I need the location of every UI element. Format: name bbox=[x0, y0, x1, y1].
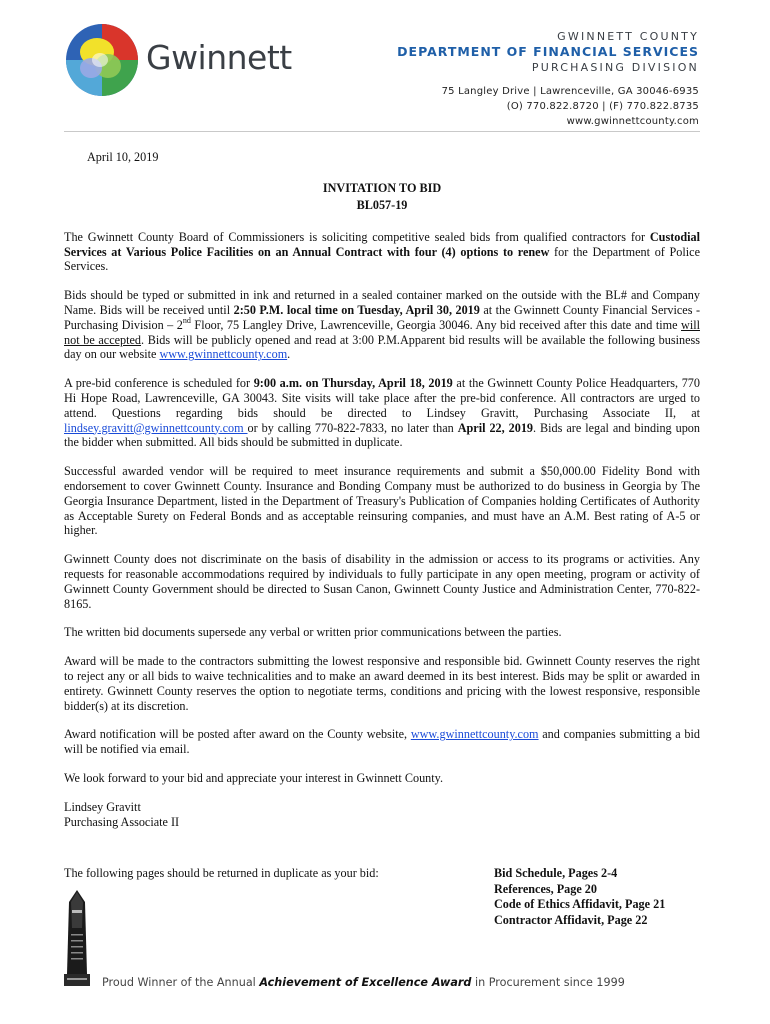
paragraph-closing: We look forward to your bid and appreciate your interest in Gwinnett County. bbox=[64, 770, 443, 785]
department-name: DEPARTMENT OF FINANCIAL SERVICES bbox=[397, 44, 699, 59]
phone-line: (O) 770.822.8720 | (F) 770.822.8735 bbox=[506, 101, 699, 112]
header-divider bbox=[64, 131, 700, 132]
paragraph-solicitation: The Gwinnett County Board of Commissioners is soliciting competitive sealed bids from qualified contractors for Custodial Services at Various Police Facilities on an Annual Contract with four (4) options to renew for the Department of Police Services. bbox=[64, 229, 700, 274]
return-item: Code of Ethics Affidavit, Page 21 bbox=[494, 897, 666, 911]
signature-block bbox=[64, 800, 700, 830]
return-item: Contractor Affidavit, Page 22 bbox=[494, 912, 648, 927]
paragraph-notification: Award notification will be posted after award on the County website, www.gwinnettcounty.com and companies submitting a bid will be notified via email. bbox=[64, 727, 700, 757]
division-name: PURCHASING DIVISION bbox=[531, 61, 699, 74]
paragraph-supersede: The written bid documents supersede any verbal or written prior communications between the parties. bbox=[64, 625, 562, 640]
award-trophy-icon bbox=[58, 888, 96, 994]
signer-name: Lindsey Gravitt bbox=[64, 799, 141, 814]
award-footer: Proud Winner of the Annual Achievement of Excellence Award in Procurement since 1999 bbox=[102, 976, 625, 989]
department-header bbox=[397, 30, 699, 129]
return-list bbox=[494, 866, 665, 928]
paragraph-submission: Bids should be typed or submitted in ink and returned in a sealed container marked on the outside with the BL# and Company Name. Bids will be received until 2:50 P.M. local time on Tuesday, April 30, 2019 at the Gwinnett County Financial Services - Purchasing Division – 2nd Floor, 75 Langley Drive, Lawrenceville, Georgia 30046. Any bid received after this date and time will not be accepted. Bids will be publicly opened and read at 3:00 P.M.Apparent bid results will be available the following business day on our website www.gwinnettcounty.com. bbox=[64, 288, 701, 362]
gwinnett-wordmark: Gwinnett bbox=[146, 38, 292, 77]
letter-title: INVITATION TO BID bbox=[322, 180, 442, 195]
paragraph-award: Award will be made to the contractors submitting the lowest responsive and responsible bid. Gwinnett County reserves the right to reject any or all bids to waive technicalities and to make an award deemed in its best interest. Bids may be split or awarded in entirety. Gwinnett County reserves the option to negotiate terms, conditions and pricing with the lowest responsive, responsible bidder(s) at its discretion. bbox=[64, 654, 700, 713]
return-intro: The following pages should be returned in duplicate as your bid: bbox=[64, 866, 379, 880]
website-link-2[interactable]: www.gwinnettcounty.com bbox=[410, 727, 539, 742]
paragraph-insurance: Successful awarded vendor will be required to meet insurance requirements and submit a $50,000.00 Fidelity Bond with endorsement to cover Gwinnett County. Insurance and Bonding Company must be authorized to do business in Georgia by The Georgia Insurance Department, listed in the Department of Treasury's Publication of Companies holding Certificates of Authority as Acceptable Surety on Federal Bonds and as acceptable reinsuring companies, and must have an A.M. Best rating of A-5 or higher. bbox=[64, 464, 700, 538]
county-name: GWINNETT COUNTY bbox=[557, 30, 699, 43]
letter-title-block bbox=[64, 180, 700, 214]
bid-number: BL057-19 bbox=[356, 197, 408, 212]
gwinnett-logo-icon bbox=[64, 22, 144, 100]
letter-date: April 10, 2019 bbox=[87, 150, 159, 164]
website-link[interactable]: www.gwinnettcounty.com bbox=[159, 347, 288, 362]
return-item: References, Page 20 bbox=[494, 881, 597, 896]
address-line: 75 Langley Drive | Lawrenceville, GA 30046-6935 bbox=[441, 86, 699, 97]
paragraph-accessibility: Gwinnett County does not discriminate on the basis of disability in the admission or access to its programs or activities. Any requests for reasonable accommodations required by individuals to fully participate in any open meeting, program or activity of Gwinnett County Government should be directed to Susan Canon, Gwinnett County Justice and Administration Center, 770-822-8165. bbox=[64, 552, 700, 611]
paragraph-prebid: A pre-bid conference is scheduled for 9:00 a.m. on Thursday, April 18, 2019 at the Gwinnett County Police Headquarters, 770 Hi Hope Road, Lawrenceville, GA 30043. Site visits will take place after the pre-bid conference. All contractors are urged to attend. Questions regarding bids should be directed to Lindsey Gravitt, Purchasing Associate II, at lindsey.gravitt@gwinnettcounty.com or by calling 770-822-7833, no later than April 22, 2019. Bids are legal and binding upon the bidder when submitted. All bids should be submitted in duplicate. bbox=[64, 376, 700, 450]
email-link[interactable]: lindsey.gravitt@gwinnettcounty.com bbox=[64, 420, 248, 435]
website-line: www.gwinnettcounty.com bbox=[566, 116, 699, 127]
contact-block bbox=[397, 84, 699, 129]
return-item: Bid Schedule, Pages 2-4 bbox=[494, 866, 618, 880]
signer-title: Purchasing Associate II bbox=[64, 814, 180, 829]
letter-body bbox=[64, 150, 700, 829]
